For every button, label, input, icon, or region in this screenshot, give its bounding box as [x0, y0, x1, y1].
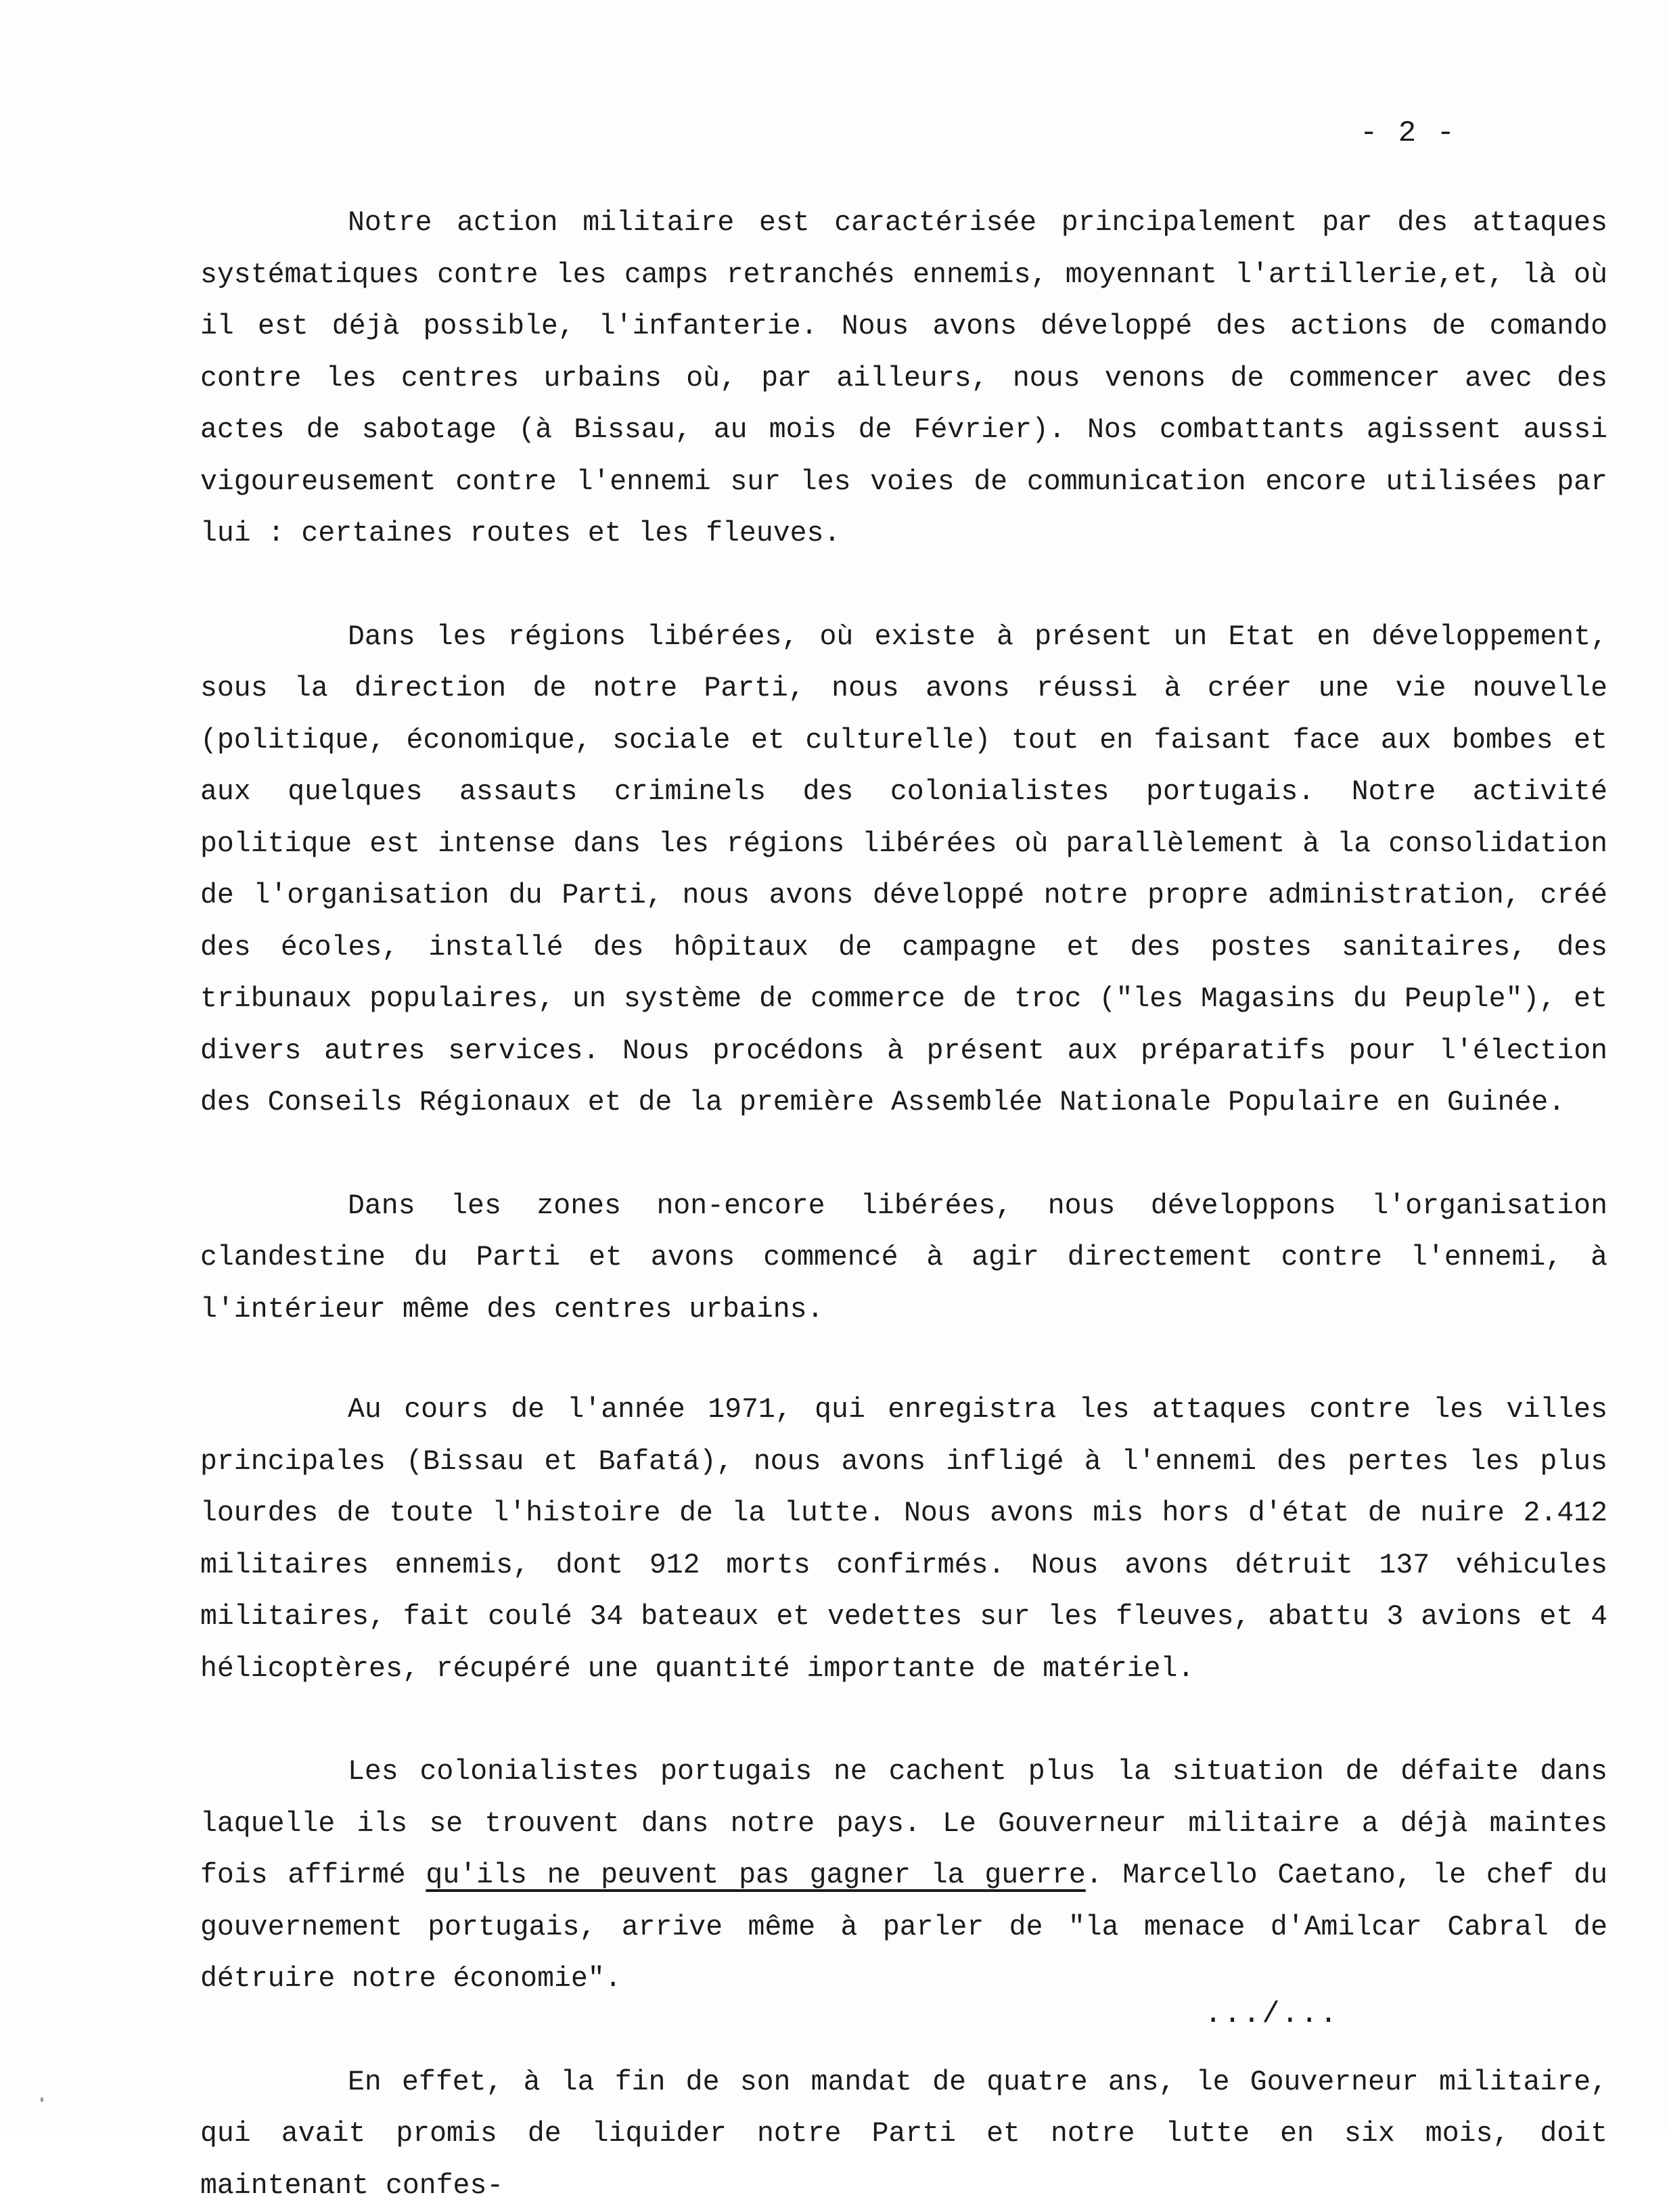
paragraph-governor-mandate: En effet, à la fin de son mandat de quatre ans, le Gouverneur militaire, qui avait promis de liquider notre Parti et notre lutte en six mois, doit maintenant confes-: [200, 2057, 1607, 2212]
scan-mark: [41, 2098, 43, 2102]
body-text: [200, 198, 1607, 2212]
paragraph-portuguese-defeat: [200, 1746, 1607, 2006]
paragraph-text-before: Les colonialistes portugais ne cachent plus la situation de défaite dans laquelle ils se trouvent dans notre pays. Le Gouverneur militaire a déjà maintes fois affirmé: [200, 1756, 1607, 1891]
paragraph-liberated-regions: Dans les régions libérées, où existe à présent un Etat en développement, sous la direction de notre Parti, nous avons réussi à créer une vie nouvelle (politique, économique, sociale et culturelle) tout en faisant face aux bombes et aux quelques assauts criminels des colonialistes portugais. Notre activité politique est intense dans les régions libérées où parallèlement à la consolidation de l'organisation du Parti, nous avons développé notre propre administration, créé des écoles, installé des hôpitaux de campagne et des postes sanitaires, des tribunaux populaires, un système de commerce de troc ("les Magasins du Peuple"), et divers autres services. Nous procédons à présent aux préparatifs pour l'élection des Conseils Régionaux et de la première Assemblée Nationale Populaire en Guinée.: [200, 612, 1607, 1129]
paragraph-non-liberated-zones: Dans les zones non-encore libérées, nous développons l'organisation clandestine du Parti et avons commencé à agir directement contre l'ennemi, à l'intérieur même des centres urbains.: [200, 1181, 1607, 1336]
continuation-mark: .../...: [1204, 1997, 1339, 2031]
paragraph-year-1971: Au cours de l'année 1971, qui enregistra les attaques contre les villes principales (Bissau et Bafatá), nous avons infligé à l'ennemi des pertes les plus lourdes de toute l'histoire de la lutte. Nous avons mis hors d'état de nuire 2.412 militaires ennemis, dont 912 morts confirmés. Nous avons détruit 137 véhicules militaires, fait coulé 34 bateaux et vedettes sur les fleuves, abattu 3 avions et 4 hélicoptères, récupéré une quantité importante de matériel.: [200, 1384, 1607, 1695]
underlined-phrase: qu'ils ne peuvent pas gagner la guerre: [426, 1859, 1085, 1891]
paragraph-text-after: . Marcello Caetano, le chef du gouvernement portugais, arrive même à parler de "la menace d'Amilcar Cabral de détruire notre économie".: [200, 1859, 1607, 1995]
page-number: - 2 -: [1360, 116, 1456, 150]
paragraph-military-action: Notre action militaire est caractérisée principalement par des attaques systématiques contre les camps retranchés ennemis, moyennant l'artillerie,et, là où il est déjà possible, l'infanterie. Nous avons développé des actions de comando contre les centres urbains où, par ailleurs, nous venons de commencer avec des actes de sabotage (à Bissau, au mois de Février). Nos combattants agissent aussi vigoureusement contre l'ennemi sur les voies de communication encore utilisées par lui : certaines routes et les fleuves.: [200, 198, 1607, 560]
